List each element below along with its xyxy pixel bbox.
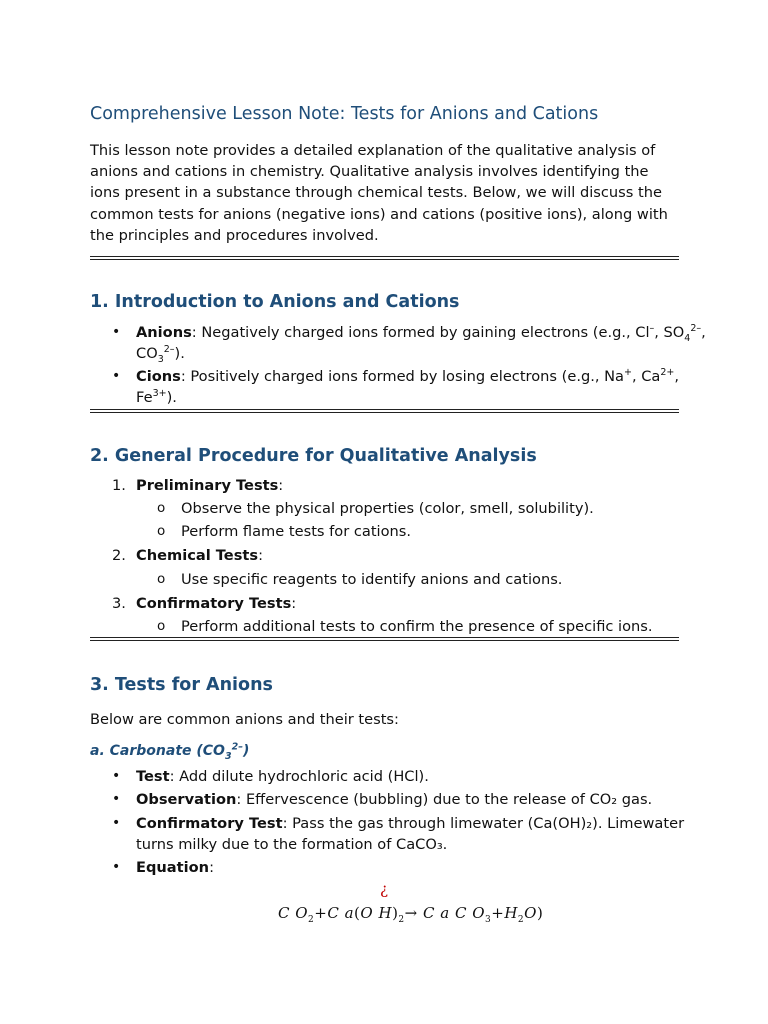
term-anions: Anions <box>136 324 192 341</box>
section-lead: Below are common anions and their tests: <box>90 711 399 728</box>
bullet: • <box>112 791 121 807</box>
section-heading-procedure: 2. General Procedure for Qualitative Analysis <box>90 446 537 466</box>
chemical-equation: C $O_2+C$ a(O $H)_2\to C$ a C $O_3+H_2O$) <box>278 904 544 925</box>
subsection-heading-carbonate: a. Carbonate $(CO_3^{2-})$ <box>90 741 250 762</box>
section-heading-anion-tests: 3. Tests for Anions <box>90 675 273 695</box>
divider <box>90 409 679 413</box>
divider <box>90 256 679 260</box>
intro-paragraph: This lesson note provides a detailed explanation of the qualitative analysis of anions and cations in chemistry. Qualitative analysis involves identifying the ions present in a substance through chemical tests. Below, we will discuss the common tests for anions (negative ions) and cations (positive ions), along with the principles and procedures involved. <box>90 142 668 244</box>
cions-description: : Positively charged ions formed by losing electrons (e.g., Na <box>180 368 624 385</box>
bullet: • <box>112 768 121 784</box>
bullet: • <box>112 859 121 875</box>
section-heading-introduction: 1. Introduction to Anions and Cations <box>90 292 460 312</box>
bullet: • <box>112 324 121 340</box>
bullet: • <box>112 368 121 384</box>
term-cions: Cions <box>136 368 181 385</box>
equation-marker: ¿ <box>380 880 389 898</box>
divider <box>90 637 679 641</box>
bullet: • <box>112 815 121 831</box>
anions-description: : Negatively charged ions formed by gaining electrons (e.g., Cl <box>191 324 650 341</box>
document-title: Comprehensive Lesson Note: Tests for Anions and Cations <box>90 104 599 124</box>
